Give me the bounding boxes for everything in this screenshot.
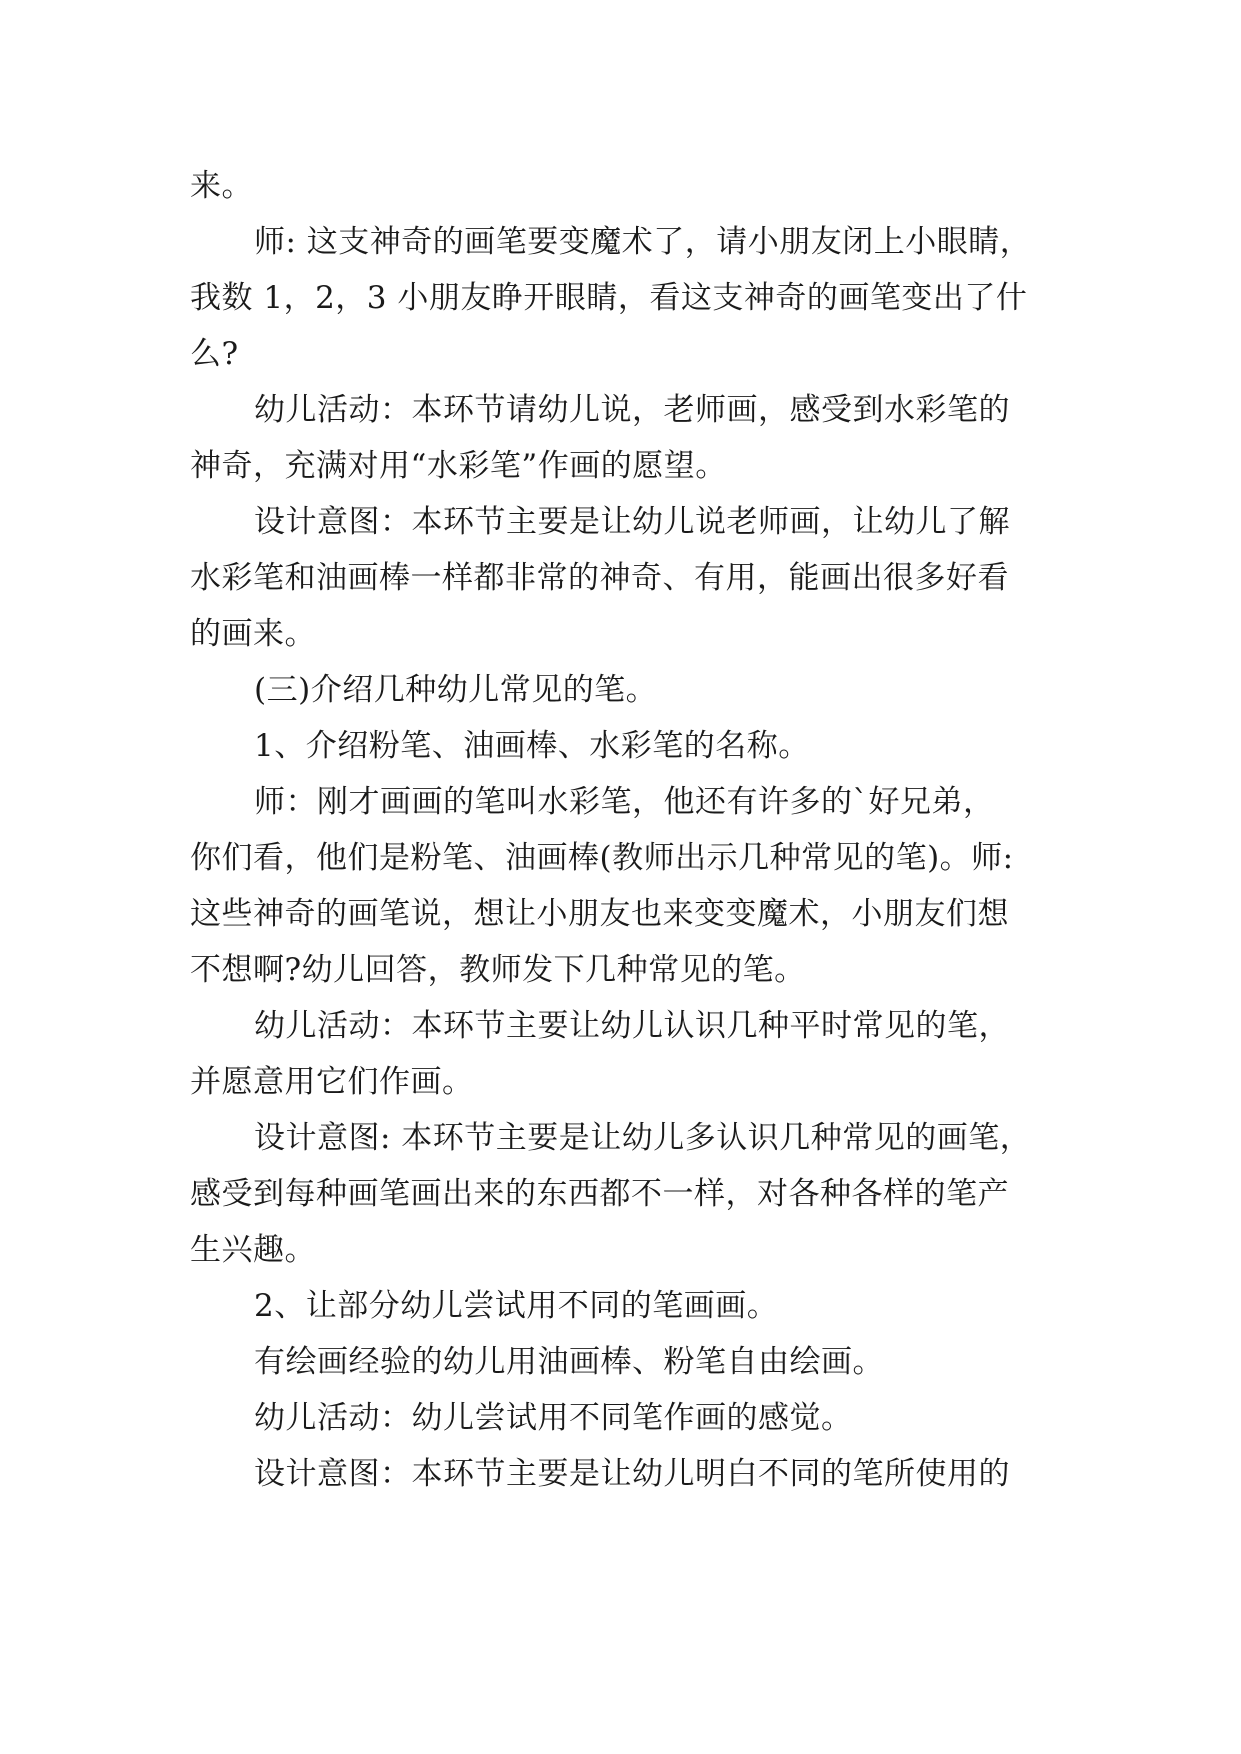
text-line-24: 设计意图：本环节主要是让幼儿明白不同的笔所使用的 bbox=[254, 1456, 1010, 1492]
text-line-17: 并愿意用它们作画。 bbox=[190, 1064, 474, 1100]
text-line-20: 生兴趣。 bbox=[190, 1232, 316, 1268]
text-line-15: 不想啊?幼儿回答，教师发下几种常见的笔。 bbox=[190, 952, 806, 988]
text-line-7: 设计意图：本环节主要是让幼儿说老师画，让幼儿了解 bbox=[254, 504, 1010, 540]
text-line-4: 么? bbox=[190, 336, 239, 372]
text-line-13: 你们看，他们是粉笔、油画棒(教师出示几种常见的笔)。师: bbox=[190, 840, 1014, 876]
text-line-22: 有绘画经验的幼儿用油画棒、粉笔自由绘画。 bbox=[254, 1344, 884, 1380]
text-line-23: 幼儿活动：幼儿尝试用不同笔作画的感觉。 bbox=[254, 1400, 853, 1436]
text-line-9: 的画来。 bbox=[190, 616, 316, 652]
text-line-2: 师: 这支神奇的画笔要变魔术了，请小朋友闭上小眼睛， bbox=[254, 224, 1032, 260]
text-line-6: 神奇，充满对用“水彩笔”作画的愿望。 bbox=[190, 448, 727, 484]
text-line-18: 设计意图: 本环节主要是让幼儿多认识几种常见的画笔， bbox=[254, 1120, 1032, 1156]
text-line-19: 感受到每种画笔画出来的东西都不一样，对各种各样的笔产 bbox=[190, 1176, 1009, 1212]
text-line-11: 1、介绍粉笔、油画棒、水彩笔的名称。 bbox=[254, 728, 810, 764]
text-line-8: 水彩笔和油画棒一样都非常的神奇、有用，能画出很多好看 bbox=[190, 560, 1009, 596]
text-line-1: 来。 bbox=[190, 168, 253, 204]
text-line-12: 师：刚才画画的笔叫水彩笔，他还有许多的`好兄弟， bbox=[254, 784, 995, 820]
text-line-3: 我数 1，2，3 小朋友睁开眼睛，看这支神奇的画笔变出了什 bbox=[190, 280, 1028, 316]
text-line-14: 这些神奇的画笔说，想让小朋友也来变变魔术，小朋友们想 bbox=[190, 896, 1009, 932]
text-line-16: 幼儿活动：本环节主要让幼儿认识几种平时常见的笔， bbox=[254, 1008, 1010, 1044]
text-line-5: 幼儿活动：本环节请幼儿说，老师画，感受到水彩笔的 bbox=[254, 392, 1010, 428]
text-line-10: (三)介绍几种幼儿常见的笔。 bbox=[254, 672, 658, 708]
text-line-21: 2、让部分幼儿尝试用不同的笔画画。 bbox=[254, 1288, 779, 1324]
